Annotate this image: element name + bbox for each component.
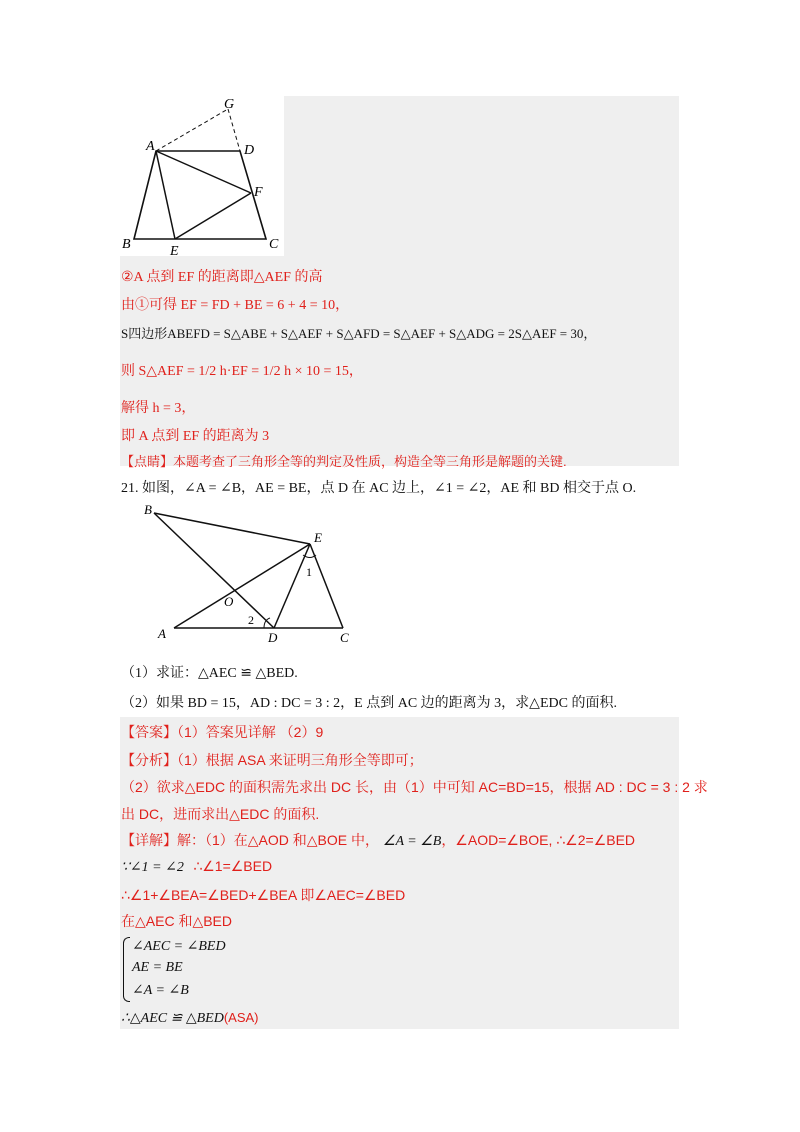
analysis-line xyxy=(121,750,423,770)
analysis-line: （2）欲求△EDC 的面积需先求出 DC 长，由（1）中可知 AC=BD=15，根据 AD : DC = 3 : 2 求 xyxy=(121,779,708,795)
question-text: 如图，∠A = ∠B，AE = BE，点 D 在 AC 边上，∠1 = ∠2，AE 和 BD 相交于点 O. xyxy=(142,481,637,496)
detail-line: ∴∠1+∠BEA=∠BED+∠BEA 即∠AEC=∠BED xyxy=(121,887,406,903)
point-label: C xyxy=(269,237,279,252)
point-label: O xyxy=(224,594,234,609)
conclusion-reason: (ASA) xyxy=(223,1010,259,1025)
comment-line xyxy=(121,451,567,470)
point-label: E xyxy=(170,244,179,256)
conclusion-line xyxy=(121,1010,259,1027)
detail-math: ∠A = ∠B xyxy=(382,834,442,849)
point-label: A xyxy=(146,139,155,154)
point-label: A xyxy=(158,626,166,641)
system-equation: AE = BE xyxy=(132,960,183,975)
analysis-label: 【分析】 xyxy=(121,752,177,768)
detail-line xyxy=(121,830,635,850)
analysis-text: （1）根据 ASA 来证明三角形全等即可； xyxy=(177,752,423,768)
solution-line: 由①可得 EF = FD + BE = 6 + 4 = 10， xyxy=(121,298,350,313)
answer-label: 【答案】 xyxy=(121,724,177,740)
angle-label: 1 xyxy=(306,565,312,579)
point-label: D xyxy=(244,143,255,158)
point-label: C xyxy=(340,630,349,645)
point-label: B xyxy=(122,237,131,252)
answer-line xyxy=(121,722,323,742)
analysis-line: 出 DC，进而求出△EDC 的面积. xyxy=(121,806,320,822)
sub-question-2: （2）如果 BD = 15，AD : DC = 3 : 2，E 点到 AC 边的距离为 3，求△EDC 的面积. xyxy=(121,696,617,711)
detail-text: 解：（1）在△AOD 和△BOE 中， xyxy=(177,832,380,848)
detail-math: ∵∠1 = ∠2 xyxy=(121,860,184,875)
system-equation: ∠AEC = ∠BED xyxy=(132,939,226,954)
solution-equation: S四边形ABEFD = S△ABE + S△AEF + S△AFD = S△AEF + S△ADG = 2S△AEF = 30， xyxy=(121,326,597,341)
solution-line: 则 S△AEF = 1/2 h·EF = 1/2 h × 10 = 15， xyxy=(121,364,363,379)
detail-line: 在△AEC 和△BED xyxy=(121,913,232,929)
solution-line: ②A 点到 EF 的距离即△AEF 的高 xyxy=(121,270,323,285)
solution-panel-top xyxy=(283,96,679,466)
figure-quadrilateral xyxy=(120,96,284,256)
sub-question-1: （1）求证：△AEC ≌ △BED. xyxy=(121,666,298,681)
angle-label: 2 xyxy=(248,613,254,627)
equation-brace xyxy=(123,937,130,1002)
solution-line: 即 A 点到 EF 的距离为 3 xyxy=(121,429,270,444)
point-label: E xyxy=(314,530,322,545)
figure-triangles xyxy=(140,500,360,650)
detail-label: 【详解】 xyxy=(121,832,177,848)
detail-line xyxy=(121,858,272,876)
detail-text: ，∠AOD=∠BOE, ∴∠2=∠BED xyxy=(441,832,636,848)
point-label: G xyxy=(224,97,235,112)
answer-text: （1）答案见详解 （2）9 xyxy=(177,724,324,740)
point-label: F xyxy=(254,185,263,200)
system-equation: ∠A = ∠B xyxy=(132,983,189,998)
solution-line: 解得 h = 3， xyxy=(121,401,196,416)
point-label: D xyxy=(268,630,278,645)
conclusion-math: ∴△AEC ≌ △BED xyxy=(121,1011,224,1026)
comment-text: 本题考查了三角形全等的判定及性质，构造全等三角形是解题的关键. xyxy=(173,454,567,469)
question-stem xyxy=(121,477,636,497)
point-label: B xyxy=(144,502,152,517)
comment-label: 【点睛】 xyxy=(121,454,174,469)
detail-text: ∴∠1=∠BED xyxy=(193,858,273,874)
question-number: 21. xyxy=(121,481,139,496)
